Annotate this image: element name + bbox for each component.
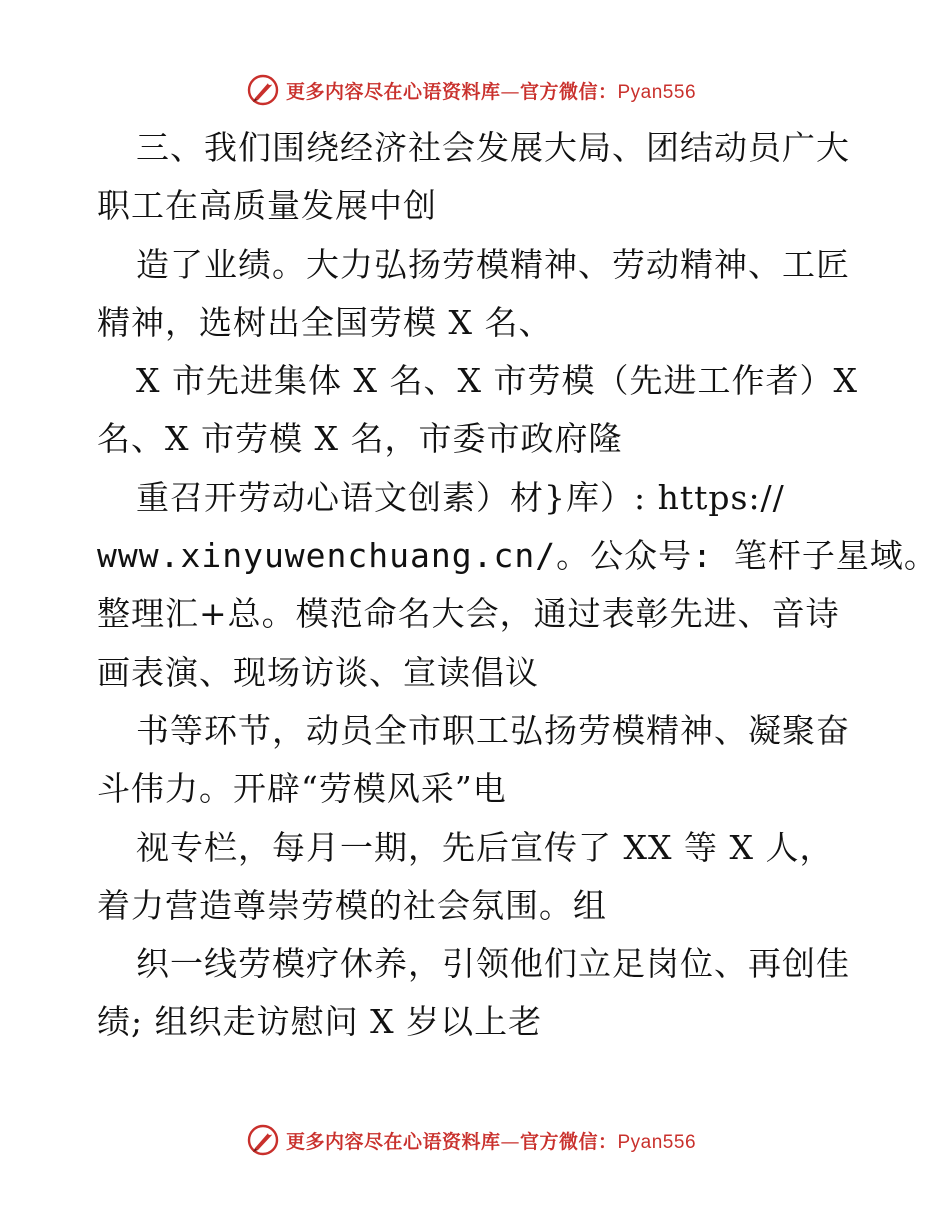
footer-text [286,1127,696,1154]
body-line: X 市先进集体 X 名、X 市劳模（先进工作者）X [136,361,858,401]
page-footer [0,1120,950,1160]
footer-wechat-handle: Pyan556 [617,1131,697,1153]
pen-logo-icon [246,1123,280,1157]
page-header [0,70,950,110]
document-body [97,119,938,1052]
body-line: 整理汇+总。模范命名大会，通过表彰先进、音诗 [97,594,840,634]
header-separator: — [500,80,520,103]
body-line: 职工在高质量发展中创 [97,186,437,226]
header-wechat-label: 官方微信： [519,80,618,103]
footer-separator: — [500,1130,520,1153]
body-line: 书等环节，动员全市职工弘扬劳模精神、凝聚奋 [136,710,850,750]
body-line: 精神，选树出全国劳模 X 名、 [97,302,553,342]
body-line: 画表演、现场访谈、宣读倡议 [97,652,539,692]
footer-brand: 更多内容尽在心语资料库 [285,1130,501,1153]
body-line-url: www.xinyuwenchuang.cn/。公众号: 笔杆子星域。 [97,536,938,576]
header-wechat-handle: Pyan556 [617,81,697,103]
footer-watermark [246,1123,696,1157]
footer-wechat-label: 官方微信： [519,1130,618,1153]
body-line: 名、X 市劳模 X 名，市委市政府隆 [97,419,623,459]
header-brand: 更多内容尽在心语资料库 [285,80,501,103]
pen-logo-icon [246,73,280,107]
body-line: 绩; 组织走访慰问 X 岁以上老 [97,1002,543,1042]
body-line: 重召开劳动心语文创素）材}库）: https:// [136,477,785,517]
header-watermark [246,73,696,107]
body-line: 织一线劳模疗休养，引领他们立足岗位、再创佳 [136,944,850,984]
body-line: 视专栏，每月一期，先后宣传了 XX 等 X 人， [136,827,834,867]
body-line: 三、我们围绕经济社会发展大局、团结动员广大 [136,128,850,167]
body-line: 着力营造尊崇劳模的社会氛围。组 [97,885,607,925]
body-line: 造了业绩。大力弘扬劳模精神、劳动精神、工匠 [136,244,850,284]
body-line: 斗伟力。开辟“劳模风采”电 [97,769,507,809]
header-text [286,77,696,104]
